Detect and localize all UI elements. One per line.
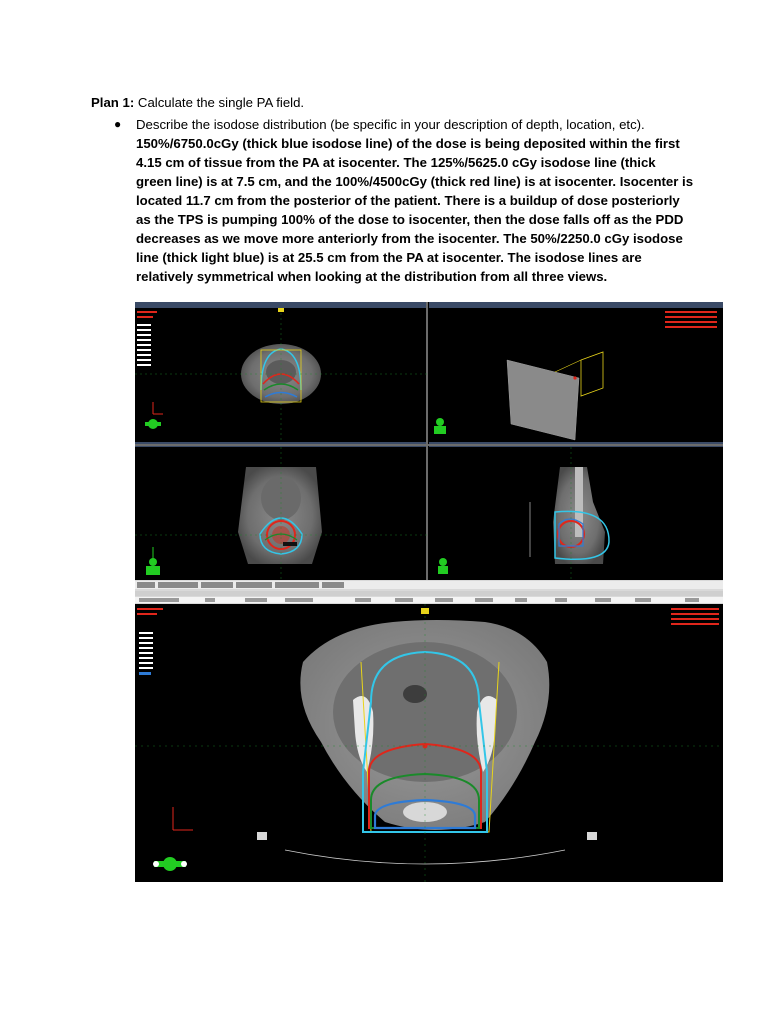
orientation-icon bbox=[438, 558, 448, 574]
orientation-icon bbox=[145, 419, 161, 429]
tps-views bbox=[135, 302, 723, 882]
plan-title: Calculate the single PA field. bbox=[137, 95, 305, 110]
sagittal-view bbox=[438, 447, 609, 580]
treatment-planning-screenshot bbox=[135, 302, 723, 882]
bullet-icon: ● bbox=[114, 117, 122, 131]
bullet-lead: Describe the isodose distribution (be specific in your description of depth, location, etc). bbox=[136, 117, 645, 132]
axial-view-large bbox=[135, 604, 723, 882]
coronal-view bbox=[135, 447, 427, 580]
3d-view bbox=[434, 311, 717, 440]
plan-label: Plan 1: bbox=[91, 95, 135, 110]
bullet-text bbox=[136, 115, 694, 286]
tab-strip bbox=[135, 580, 723, 604]
orientation-icon bbox=[146, 558, 160, 575]
plan-heading bbox=[91, 95, 304, 110]
bullet-body: 150%/6750.0cGy (thick blue isodose line) of the dose is being deposited within the first 4.15 cm of tissue from the PA at isocenter. The 125%/5625.0 cGy isodose line (thick green line) is at 7.5 cm, and the 100%/4500cGy (thick red line) is at isocenter. Isocenter is located 11.7 cm from the posterior of the patient. There is a buildup of dose posteriorly as the TPS is pumping 100% of the dose to isocenter, then the dose falls off as the PDD decreases as we move more anteriorly from the isocenter. The 50%/2250.0 cGy isodose line (thick light blue) is at 25.5 cm from the PA at isocenter. The isodose lines are relatively symmetrical when looking at the distribution from all three views. bbox=[136, 136, 694, 284]
axial-view-small bbox=[135, 308, 427, 442]
